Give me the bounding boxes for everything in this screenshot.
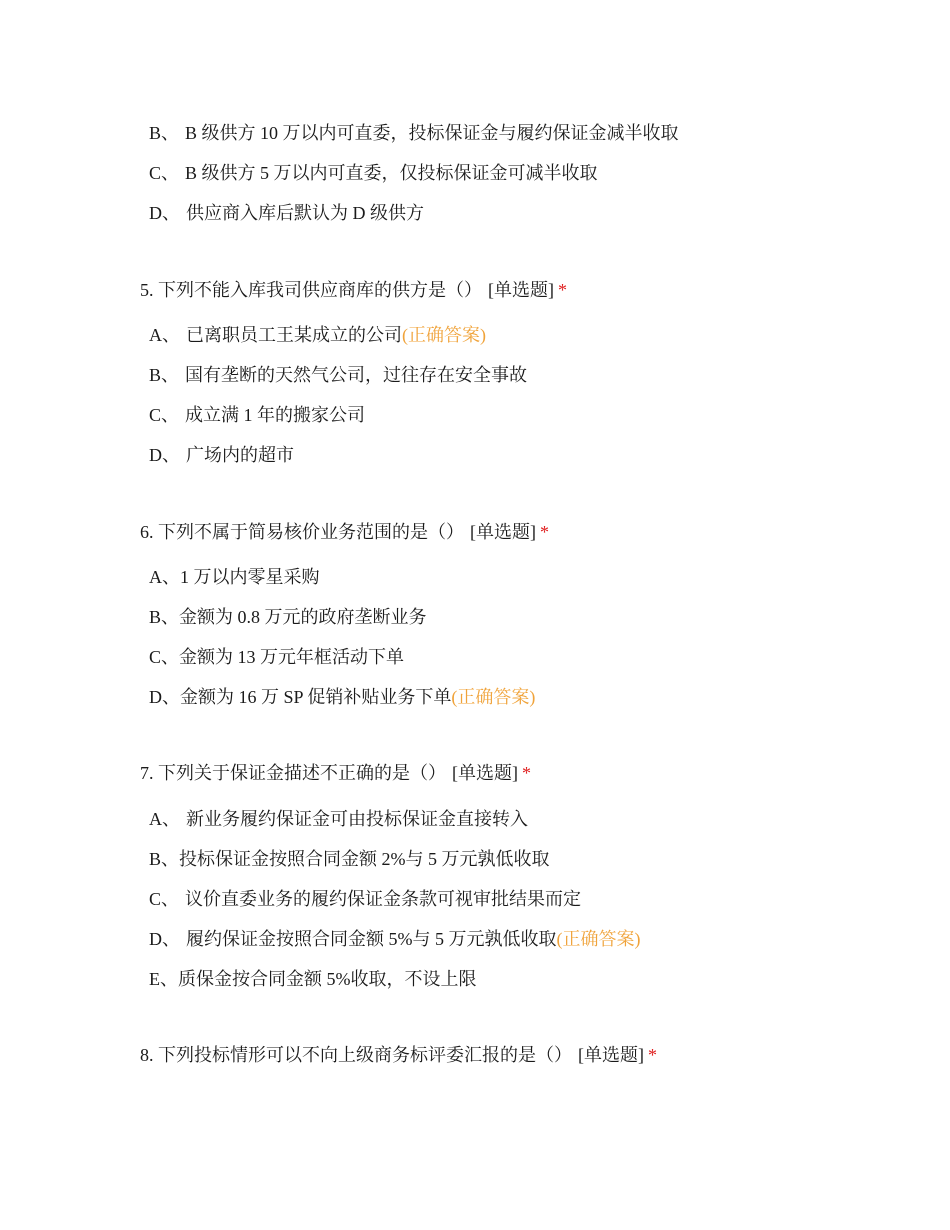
question-type: [单选题]: [488, 280, 554, 300]
option-text: 广场内的超市: [186, 445, 294, 465]
option-text: 国有垄断的天然气公司，过往存在安全事故: [185, 365, 528, 385]
option-a[interactable]: A、 已离职员工王某成立的公司(正确答案): [149, 325, 486, 345]
option-text: 已离职员工王某成立的公司: [186, 325, 402, 345]
correct-answer-tag: (正确答案): [451, 687, 536, 707]
option-a[interactable]: A、1 万以内零星采购: [149, 567, 320, 587]
option-e[interactable]: E、质保金按合同金额 5%收取，不设上限: [149, 969, 477, 989]
option-text: 金额为 16 万 SP 促销补贴业务下单: [180, 687, 452, 707]
option-text: 新业务履约保证金可由投标保证金直接转入: [186, 809, 528, 829]
option-b[interactable]: B、 国有垄断的天然气公司，过往存在安全事故: [149, 365, 528, 385]
option-c[interactable]: C、 成立满 1 年的搬家公司: [149, 405, 366, 425]
option-letter: B: [149, 123, 162, 143]
option-c[interactable]: C、金额为 13 万元年框活动下单: [149, 647, 405, 667]
option-letter: C: [149, 405, 162, 425]
correct-answer-tag: (正确答案): [556, 929, 641, 949]
option-letter: C: [149, 889, 162, 909]
option-letter: B: [149, 607, 162, 627]
option-letter: C: [149, 163, 162, 183]
option-b[interactable]: B、投标保证金按照合同金额 2%与 5 万元孰低收取: [149, 849, 550, 869]
option-text: 议价直委业务的履约保证金条款可视审批结果而定: [185, 889, 582, 909]
option-d[interactable]: D、 供应商入库后默认为 D 级供方: [149, 203, 424, 223]
required-mark: *: [648, 1045, 657, 1065]
option-text: 投标保证金按照合同金额 2%与 5 万元孰低收取: [179, 849, 550, 869]
option-letter: A: [149, 809, 162, 829]
option-d[interactable]: D、 广场内的超市: [149, 445, 294, 465]
option-letter: E: [149, 969, 160, 989]
question-type: [单选题]: [578, 1045, 644, 1065]
option-text: 1 万以内零星采购: [180, 567, 320, 587]
option-letter: D: [149, 203, 162, 223]
option-text: 成立满 1 年的搬家公司: [185, 405, 366, 425]
option-d[interactable]: D、 履约保证金按照合同金额 5%与 5 万元孰低收取(正确答案): [149, 929, 641, 949]
option-text: 金额为 13 万元年框活动下单: [179, 647, 405, 667]
option-b[interactable]: B、金额为 0.8 万元的政府垄断业务: [149, 607, 427, 627]
option-letter: D: [149, 929, 162, 949]
question-type: [单选题]: [452, 763, 518, 783]
question-title: 6. 下列不属于简易核价业务范围的是（） [单选题] *: [140, 522, 549, 542]
option-letter: B: [149, 849, 162, 869]
option-letter: B: [149, 365, 162, 385]
correct-answer-tag: (正确答案): [402, 325, 486, 345]
option-text: 履约保证金按照合同金额 5%与 5 万元孰低收取: [186, 929, 557, 949]
required-mark: *: [540, 522, 549, 542]
option-text: B 级供方 10 万以内可直委，投标保证金与履约保证金减半收取: [185, 123, 679, 143]
option-b[interactable]: B、 B 级供方 10 万以内可直委，投标保证金与履约保证金减半收取: [149, 123, 679, 143]
option-text: B 级供方 5 万以内可直委，仅投标保证金可减半收取: [185, 163, 598, 183]
option-c[interactable]: C、 B 级供方 5 万以内可直委，仅投标保证金可减半收取: [149, 163, 598, 183]
required-mark: *: [558, 280, 567, 300]
option-letter: D: [149, 445, 162, 465]
question-title: 5. 下列不能入库我司供应商库的供方是（） [单选题] *: [140, 280, 567, 300]
question-type: [单选题]: [470, 522, 536, 542]
option-d[interactable]: D、金额为 16 万 SP 促销补贴业务下单(正确答案): [149, 687, 536, 707]
option-text: 金额为 0.8 万元的政府垄断业务: [179, 607, 427, 627]
question-title: 8. 下列投标情形可以不向上级商务标评委汇报的是（） [单选题] *: [140, 1045, 657, 1065]
option-c[interactable]: C、 议价直委业务的履约保证金条款可视审批结果而定: [149, 889, 582, 909]
option-text: 质保金按合同金额 5%收取，不设上限: [178, 969, 477, 989]
option-letter: A: [149, 567, 162, 587]
option-letter: A: [149, 325, 162, 345]
option-text: 供应商入库后默认为 D 级供方: [186, 203, 424, 223]
question-title: 7. 下列关于保证金描述不正确的是（） [单选题] *: [140, 763, 531, 783]
option-a[interactable]: A、 新业务履约保证金可由投标保证金直接转入: [149, 809, 528, 829]
required-mark: *: [522, 763, 531, 783]
option-letter: C: [149, 647, 162, 667]
option-letter: D: [149, 687, 162, 707]
